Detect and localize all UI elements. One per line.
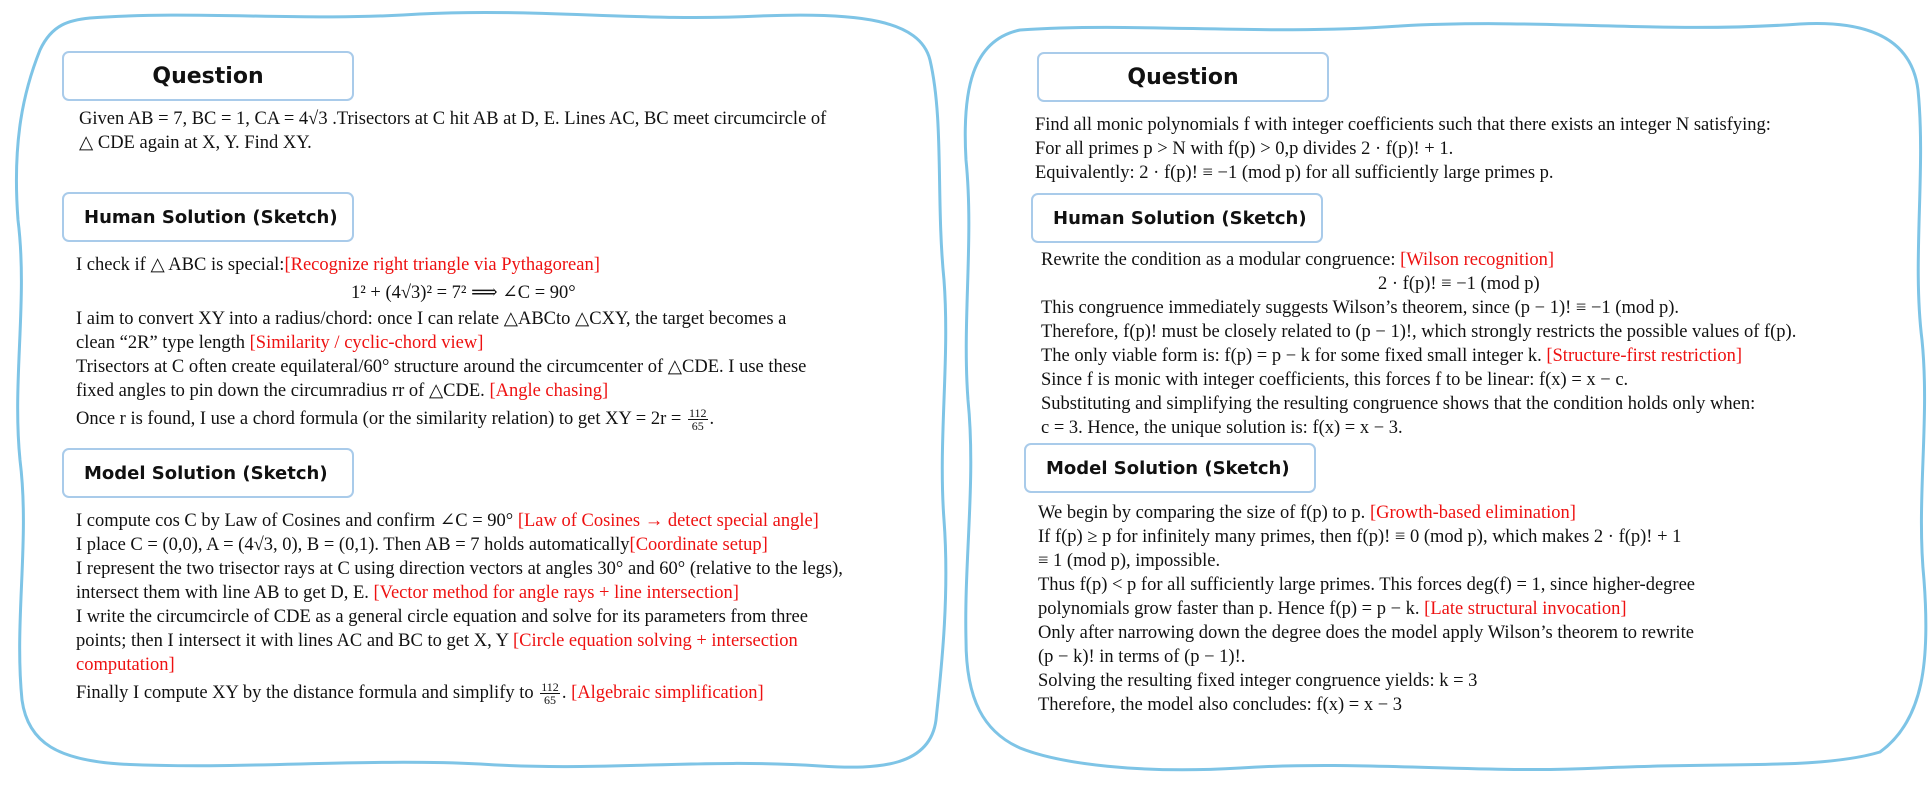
- strategy-tag: [Angle chasing]: [489, 381, 609, 401]
- strategy-tag: [Vector method for angle rays + line intersection]: [373, 583, 739, 603]
- left-model-header: Model Solution (Sketch): [62, 448, 354, 498]
- strategy-tag: [Growth-based elimination]: [1369, 503, 1576, 523]
- strategy-tag: [Similarity / cyclic-chord view]: [249, 333, 484, 353]
- right-model-line-1: [1038, 501, 1695, 525]
- fraction: [688, 407, 708, 432]
- strategy-tag: [Wilson recognition]: [1400, 250, 1554, 270]
- right-model-line-5: [1038, 597, 1695, 621]
- left-human-line-7: [76, 407, 806, 432]
- right-question-header: Question: [1037, 52, 1329, 102]
- right-human-line-8: c = 3. Hence, the unique solution is: f(x) = x − 3.: [1041, 418, 1403, 438]
- left-question-line-2: △ CDE again at X, Y. Find XY.: [79, 133, 312, 153]
- left-model-line-2: [76, 533, 843, 557]
- right-question-line-1: Find all monic polynomials f with integer coefficients such that there exists an integer N satisfying:: [1035, 115, 1771, 135]
- right-question-line-2: For all primes p > N with f(p) > 0,p divides 2 · f(p)! + 1.: [1035, 139, 1454, 159]
- fraction-numerator: 112: [688, 406, 707, 421]
- right-model-line-9: Therefore, the model also concludes: f(x) = x − 3: [1038, 695, 1403, 715]
- right-human-equation: 2 · f(p)! ≡ −1 (mod p): [1378, 274, 1540, 294]
- right-human-header: Human Solution (Sketch): [1031, 193, 1323, 243]
- left-model-line-6: [76, 629, 843, 653]
- right-model-header: Model Solution (Sketch): [1024, 443, 1316, 493]
- right-human-line-4: Therefore, f(p)! must be closely related to (p − 1)!, which strongly restricts the possible values of f(p).: [1041, 322, 1797, 342]
- fraction-numerator: 112: [541, 680, 559, 695]
- text: I place C = (0,0), A = (4√3, 0), B = (0,1). Then AB = 7 holds automatically: [76, 535, 630, 555]
- right-model-line-3: ≡ 1 (mod p), impossible.: [1038, 551, 1221, 571]
- text: clean “2R” type length: [76, 333, 250, 353]
- left-human-line-4: [76, 331, 806, 355]
- left-model-line-8: [76, 681, 843, 706]
- left-model-line-1: [76, 509, 843, 533]
- text: .: [709, 409, 715, 429]
- strategy-tag: [Law of Cosines → detect special angle]: [517, 511, 819, 531]
- strategy-tag: [Recognize right triangle via Pythagorean]: [284, 255, 600, 275]
- right-model-text: [1038, 501, 1695, 717]
- right-human-line-3: This congruence immediately suggests Wilson’s theorem, since (p − 1)! ≡ −1 (mod p).: [1041, 298, 1680, 318]
- fraction-denominator: 65: [691, 419, 704, 434]
- left-human-line-3: I aim to convert XY into a radius/chord: once I can relate △ABCto △CXY, the target becomes a: [76, 309, 787, 329]
- right-question-line-3: Equivalently: 2 · f(p)! ≡ −1 (mod p) for all sufficiently large primes p.: [1035, 163, 1554, 183]
- text: We begin by comparing the size of f(p) to p.: [1038, 503, 1370, 523]
- text: intersect them with line AB to get D, E.: [76, 583, 374, 603]
- strategy-tag: [Algebraic simplification]: [571, 683, 764, 703]
- text: points; then I intersect it with lines AC and BC to get X, Y: [76, 631, 513, 651]
- text: The only viable form is: f(p) = p − k for some fixed small integer k.: [1041, 346, 1547, 366]
- text: .: [561, 683, 572, 703]
- text: Finally I compute XY by the distance formula and simplify to: [76, 683, 539, 703]
- strategy-tag: [Late structural invocation]: [1424, 599, 1627, 619]
- left-question-line-1: Given AB = 7, BC = 1, CA = 4√3 .Trisectors at C hit AB at D, E. Lines AC, BC meet circumcircle of: [79, 109, 827, 129]
- text: I compute cos C by Law of Cosines and confirm ∠C = 90°: [76, 511, 518, 531]
- right-human-line-7: Substituting and simplifying the resulting congruence shows that the condition holds only when:: [1041, 394, 1756, 414]
- right-model-line-2: If f(p) ≥ p for infinitely many primes, then f(p)! ≡ 0 (mod p), which makes 2 · f(p)! + 1: [1038, 527, 1682, 547]
- right-model-line-4: Thus f(p) < p for all sufficiently large primes. This forces deg(f) = 1, since higher-degree: [1038, 575, 1695, 595]
- right-human-line-5: [1041, 344, 1796, 368]
- left-human-line-5: Trisectors at C often create equilateral/60° structure around the circumcenter of △CDE. I use these: [76, 357, 807, 377]
- left-question-header: Question: [62, 51, 354, 101]
- left-human-equation: 1² + (4√3)² = 7² ⟹ ∠C = 90°: [351, 283, 576, 303]
- right-human-text: [1041, 248, 1796, 440]
- fraction-denominator: 65: [544, 693, 557, 708]
- right-model-line-6: Only after narrowing down the degree does the model apply Wilson’s theorem to rewrite: [1038, 623, 1694, 643]
- text: I check if △ ABC is special:: [76, 255, 285, 275]
- left-human-text: [76, 253, 806, 432]
- right-question-text: [1035, 113, 1771, 185]
- left-model-line-3: I represent the two trisector rays at C using direction vectors at angles 30° and 60° (relative to the legs),: [76, 559, 843, 579]
- strategy-tag: [Circle equation solving + intersection: [512, 631, 798, 651]
- left-human-header: Human Solution (Sketch): [62, 192, 354, 242]
- right-model-line-7: (p − k)! in terms of (p − 1)!.: [1038, 647, 1246, 667]
- text: Rewrite the condition as a modular congruence:: [1041, 250, 1401, 270]
- left-model-line-4: [76, 581, 843, 605]
- right-model-line-8: Solving the resulting fixed integer congruence yields: k = 3: [1038, 671, 1478, 691]
- left-human-line-1: [76, 253, 806, 277]
- text: polynomials grow faster than p. Hence f(p) = p − k.: [1038, 599, 1425, 619]
- left-model-line-7: computation]: [76, 655, 175, 675]
- strategy-tag: [Coordinate setup]: [629, 535, 768, 555]
- left-model-line-5: I write the circumcircle of CDE as a general circle equation and solve for its parameters from three: [76, 607, 808, 627]
- left-question-text: [79, 107, 826, 155]
- right-human-line-6: Since f is monic with integer coefficients, this forces f to be linear: f(x) = x − c.: [1041, 370, 1629, 390]
- fraction: [540, 681, 560, 706]
- text: Once r is found, I use a chord formula (or the similarity relation) to get XY = 2r =: [76, 409, 686, 429]
- left-model-text: [76, 509, 843, 706]
- text: fixed angles to pin down the circumradius rr of △CDE.: [76, 381, 490, 401]
- strategy-tag: [Structure-first restriction]: [1546, 346, 1743, 366]
- right-human-line-1: [1041, 248, 1796, 272]
- left-human-line-6: [76, 379, 806, 403]
